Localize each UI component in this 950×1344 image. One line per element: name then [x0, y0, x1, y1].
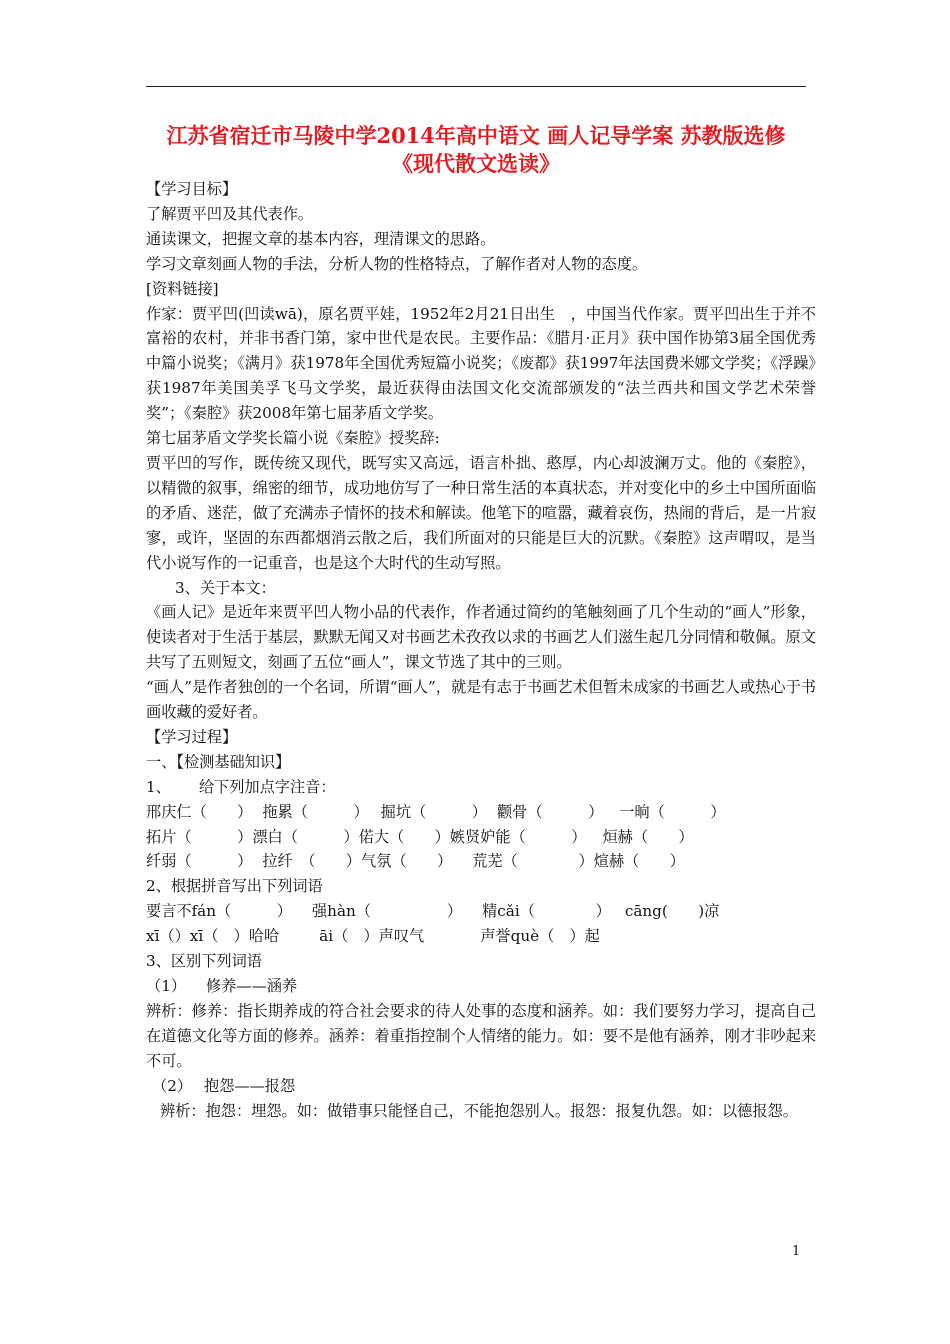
- about-heading: 3、关于本文：: [175, 578, 276, 597]
- pinyin-row-2: [146, 825, 816, 850]
- objective-3: 学习文章刻画人物的手法，分析人物的性格特点，了解作者对人物的态度。: [146, 254, 648, 273]
- question-1-label: 1、: [146, 777, 171, 796]
- pinyin-row-3: [146, 849, 816, 874]
- word-item: xī（）xī（ ）哈哈: [146, 927, 280, 946]
- pinyin-item: 烜赫（ ）: [602, 827, 694, 846]
- title-line-1: 江苏省宿迁市马陵中学2014年高中语文 画人记导学案 苏教版选修: [166, 123, 786, 148]
- page-number: 1: [792, 1244, 801, 1259]
- word-item: 精cǎi（ ）: [482, 902, 611, 921]
- about-paragraph-2: “画人”是作者独创的一个名词，所谓“画人”，就是有志于书画艺术但暂未成家的书画艺人或热心于书画收藏的爱好者。: [146, 678, 816, 722]
- author-paragraph: 作家：贾平凹(凹读wā)，原名贾平娃，1952年2月21日出生 ，中国当代作家。贾平凹出生于并不富裕的农村，并非书香门第，家中世代是农民。主要作品：《腊月·正月》获中国作协第3届全国优秀中篇小说奖；《满月》获1978年全国优秀短篇小说奖；《废都》获1997年法国费米娜文学奖；《浮躁》获1987年美国美孚飞马文学奖，最近获得由法国文化交流部颁发的“法兰西共和国文学艺术荣誉奖”；《秦腔》获2008年第七届茅盾文学奖。: [146, 304, 816, 423]
- document-body: [146, 177, 816, 1123]
- question-3-heading: 3、区别下列词语: [146, 952, 262, 971]
- compare-item-2-label: （2）: [152, 1076, 193, 1095]
- pinyin-item: 拖累（ ）: [262, 802, 369, 821]
- compare-item-2-text: 辨析：抱怨：埋怨。如：做错事只能怪自己，不能抱怨别人。报怨：报复仇怨。如：以德报怨。: [160, 1101, 798, 1120]
- compare-item-1-pair: 修养——涵养: [206, 977, 298, 995]
- document-title: [120, 122, 832, 178]
- compare-item-2-pair: 抱怨——报怨: [204, 1076, 296, 1095]
- title-line-2: 《现代散文选读》: [392, 151, 560, 176]
- header-rule: [146, 86, 806, 87]
- award-heading: 第七届茅盾文学奖长篇小说《秦腔》授奖辞:: [146, 429, 440, 448]
- compare-item-1-label: （1）: [146, 977, 187, 995]
- word-item: 声誉què（ ）起: [480, 927, 600, 946]
- about-paragraph-1: 《画人记》是近年来贾平凹人物小品的代表作，作者通过简约的笔触刻画了几个生动的“画人”形象，使读者对于生活于基层，默默无闻又对书画艺术孜孜以求的书画艺人们滋生起几分同情和敬佩。原文共写了五则短文，刻画了五位“画人”，课文节选了其中的三则。: [146, 603, 816, 672]
- section-1-heading: 一、【检测基础知识】: [146, 752, 291, 771]
- compare-item-1: [146, 974, 816, 999]
- pinyin-item: 拉纤 （ ）气氛（ ）: [262, 852, 453, 871]
- words-row-1: [146, 899, 816, 924]
- word-item: 要言不fán（ ）: [146, 902, 292, 921]
- pinyin-item: 一晌（ ）: [619, 802, 726, 821]
- process-heading: 【学习过程】: [146, 727, 238, 746]
- pinyin-item: 嫉贤妒能（ ）: [449, 827, 587, 846]
- question-1-text: 给下列加点字注音：: [198, 777, 336, 796]
- question-1: [146, 775, 816, 800]
- question-2-heading: 2、根据拼音写出下列词语: [146, 877, 323, 896]
- objectives-heading: 【学习目标】: [146, 180, 238, 198]
- resources-heading: [资料链接]: [146, 279, 219, 298]
- word-item: āi（ ）声叹气: [319, 927, 425, 946]
- pinyin-item: 纤弱（ ）: [146, 852, 253, 871]
- pinyin-row-1: [146, 800, 816, 825]
- compare-item-2: [146, 1074, 816, 1099]
- objective-1: 了解贾平凹及其代表作。: [146, 204, 314, 223]
- word-item: cāng( )凉: [624, 902, 720, 921]
- objective-2: 通读课文，把握文章的基本内容，理清课文的思路。: [146, 229, 496, 248]
- words-row-2: [146, 924, 816, 949]
- pinyin-item: 拓片（ ）漂白（ ）偌大（ ）: [146, 827, 450, 846]
- pinyin-item: 荒芜（ ）煊赫（ ）: [472, 852, 685, 871]
- pinyin-item: 颧骨（ ）: [496, 802, 604, 821]
- pinyin-item: 邢庆仁（ ）: [146, 802, 253, 821]
- award-text: 贾平凹的写作，既传统又现代，既写实又高远，语言朴拙、憨厚，内心却波澜万丈。他的《秦腔》，以精微的叙事，绵密的细节，成功地仿写了一种日常生活的本真状态，并对变化中的乡土中国所面临的矛盾、迷茫，做了充满赤子情怀的技术和解读。他笔下的喧嚣，藏着哀伤，热闹的背后，是一片寂寥，或许，坚固的东西都烟消云散之后，我们所面对的只能是巨大的沉默。《秦腔》这声喟叹，是当代小说写作的一记重音，也是这个大时代的生动写照。: [146, 453, 816, 572]
- pinyin-item: 掘坑（ ）: [380, 802, 487, 821]
- compare-item-1-text: 辨析：修养：指长期养成的符合社会要求的待人处事的态度和涵养。如：我们要努力学习，提高自己在道德文化等方面的修养。涵养：着重指控制个人情绪的能力。如：要不是他有涵养，刚才非吵起来不可。: [146, 1001, 816, 1070]
- word-item: 强hàn（ ）: [311, 902, 463, 921]
